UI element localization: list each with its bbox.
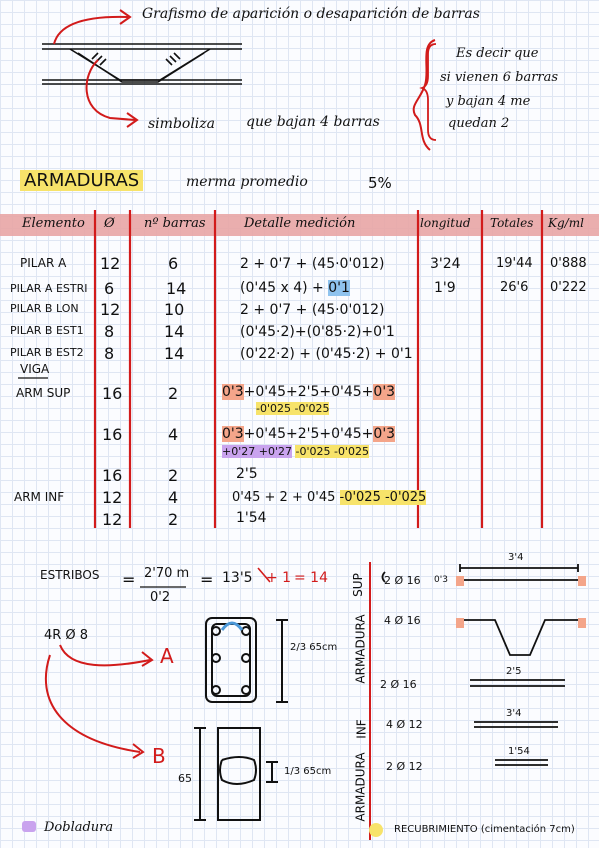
row-barras: 6 xyxy=(168,254,179,273)
row-phi: 16 xyxy=(102,425,123,444)
row-elemento: PILAR A ESTRI xyxy=(10,282,88,295)
symbol-note-a: simboliza xyxy=(148,116,216,132)
row-detalle: (0'45·2)+(0'85·2)+0'1 xyxy=(240,324,395,340)
row-detalle: 1'54 xyxy=(236,510,267,526)
symbol-note-b: que bajan 4 barras xyxy=(246,114,380,130)
row-detalle: 0'45 + 2 + 0'45 -0'025 -0'025 xyxy=(232,490,427,505)
row-elemento-viga: VIGA xyxy=(20,362,50,376)
row-barras: 4 xyxy=(168,425,179,444)
estribos-result-eq: = xyxy=(200,570,214,589)
rebar-row4: 4 Ø 12 xyxy=(386,718,423,731)
rebar-row2: 4 Ø 16 xyxy=(384,614,421,627)
row-totales: 26'6 xyxy=(500,280,529,295)
row-phi: 16 xyxy=(102,384,123,403)
header-detalle: Detalle medición xyxy=(244,216,356,231)
rebar-row3: 2 Ø 16 xyxy=(380,678,417,691)
row-detalle-2: +0'27 +0'27 -0'025 -0'025 xyxy=(222,445,369,458)
dim-inf2: 1'54 xyxy=(508,746,530,757)
header-longitud: longitud xyxy=(420,216,471,230)
bar-symbol-sketch xyxy=(42,44,242,84)
row-barras: 2 xyxy=(168,384,179,403)
estribos-numerator: 2'70 m xyxy=(144,566,190,581)
brace-note-line: Es decir que xyxy=(456,46,539,61)
legend-swatch-purple xyxy=(22,821,36,832)
dim-inf1: 3'4 xyxy=(506,708,522,719)
row-kgml: 0'888 xyxy=(550,256,587,271)
header-totales: Totales xyxy=(490,216,534,230)
row-detalle: 0'3+0'45+2'5+0'45+0'3 xyxy=(222,384,396,400)
label-sup: SUP xyxy=(350,573,365,597)
row-phi: 8 xyxy=(104,322,115,341)
dim-b: 1/3 65cm xyxy=(284,766,332,777)
row-longitud: 3'24 xyxy=(430,256,461,272)
row-elemento: PILAR A xyxy=(20,256,67,270)
brace-note-line: si vienen 6 barras xyxy=(440,70,559,85)
brace-note-line: y bajan 4 me xyxy=(446,94,531,109)
row-detalle: 2 + 0'7 + (45·0'012) xyxy=(240,256,385,272)
row-detalle: 0'3+0'45+2'5+0'45+0'3 xyxy=(222,426,396,442)
row-elemento: PILAR B EST2 xyxy=(10,346,84,359)
estribos-denominator: 0'2 xyxy=(150,590,171,605)
section-title: ARMADURAS xyxy=(20,170,143,191)
label-b: B xyxy=(152,744,166,768)
merma-value: 5% xyxy=(368,174,392,192)
row-phi: 8 xyxy=(104,344,115,363)
row-phi: 16 xyxy=(102,466,123,485)
legend-doblado: Dobladura xyxy=(44,820,114,835)
row-detalle-2: -0'025 -0'025 xyxy=(256,402,330,415)
legend-swatch-yellow xyxy=(369,823,383,837)
header-elemento: Elemento xyxy=(22,216,85,231)
row-phi: 12 xyxy=(102,510,123,529)
header-kgml: Kg/ml xyxy=(548,216,584,230)
rebar-label: 4R Ø 8 xyxy=(44,628,89,643)
pillar-a-section xyxy=(206,618,288,702)
row-phi: 12 xyxy=(102,488,123,507)
estribos-final: = 14 xyxy=(294,570,328,586)
row-barras: 14 xyxy=(164,344,185,363)
rebar-row1: 2 Ø 16 xyxy=(384,574,421,587)
legend-recubrimiento: RECUBRIMIENTO (cimentación 7cm) xyxy=(394,824,575,835)
row-detalle: (0'22·2) + (0'45·2) + 0'1 xyxy=(240,346,413,362)
dim-a: 2/3 65cm xyxy=(290,642,338,653)
rebar-row1-extra: 0'3 xyxy=(434,575,448,585)
graphic-note: Grafismo de aparición o desaparición de barras xyxy=(142,6,480,22)
row-detalle: (0'45 x 4) + 0'1 xyxy=(240,280,350,296)
rebar-row5: 2 Ø 12 xyxy=(386,760,423,773)
estribos-label: ESTRIBOS xyxy=(40,568,100,582)
row-elemento: ARM SUP xyxy=(16,386,71,400)
header-barras: nº barras xyxy=(144,216,206,231)
estribos-plus: + 1 xyxy=(266,570,292,586)
row-kgml: 0'222 xyxy=(550,280,587,295)
row-elemento: PILAR B EST1 xyxy=(10,324,84,337)
row-barras: 14 xyxy=(166,279,187,298)
row-barras: 2 xyxy=(168,510,179,529)
row-barras: 10 xyxy=(164,300,185,319)
label-armadura-inf: ARMADURA xyxy=(353,752,368,822)
dim-b-side: 65 xyxy=(178,772,192,785)
row-totales: 19'44 xyxy=(496,256,533,271)
row-elemento: ARM INF xyxy=(14,490,65,504)
rebar-shapes xyxy=(383,564,587,765)
merma-label: merma promedio xyxy=(186,174,308,190)
estribos-result: 13'5 xyxy=(222,570,253,586)
label-inf: INF xyxy=(354,719,369,739)
estribos-eq: = xyxy=(122,570,136,589)
row-detalle: 2'5 xyxy=(236,466,258,482)
row-barras: 4 xyxy=(168,488,179,507)
pillar-b-section xyxy=(194,728,278,820)
brace-note-line: quedan 2 xyxy=(448,116,510,131)
header-phi: Ø xyxy=(104,216,115,231)
row-barras: 2 xyxy=(168,466,179,485)
label-armadura-sup: ARMADURA xyxy=(353,614,368,684)
label-a: A xyxy=(160,644,174,668)
dim-top: 3'4 xyxy=(508,552,524,563)
row-phi: 6 xyxy=(104,279,115,298)
row-barras: 14 xyxy=(164,322,185,341)
row-detalle: 2 + 0'7 + (45·0'012) xyxy=(240,302,385,318)
row-longitud: 1'9 xyxy=(434,280,456,296)
row-elemento: PILAR B LON xyxy=(10,302,79,315)
dim-mid: 2'5 xyxy=(506,666,522,677)
row-phi: 12 xyxy=(100,254,121,273)
row-phi: 12 xyxy=(100,300,121,319)
